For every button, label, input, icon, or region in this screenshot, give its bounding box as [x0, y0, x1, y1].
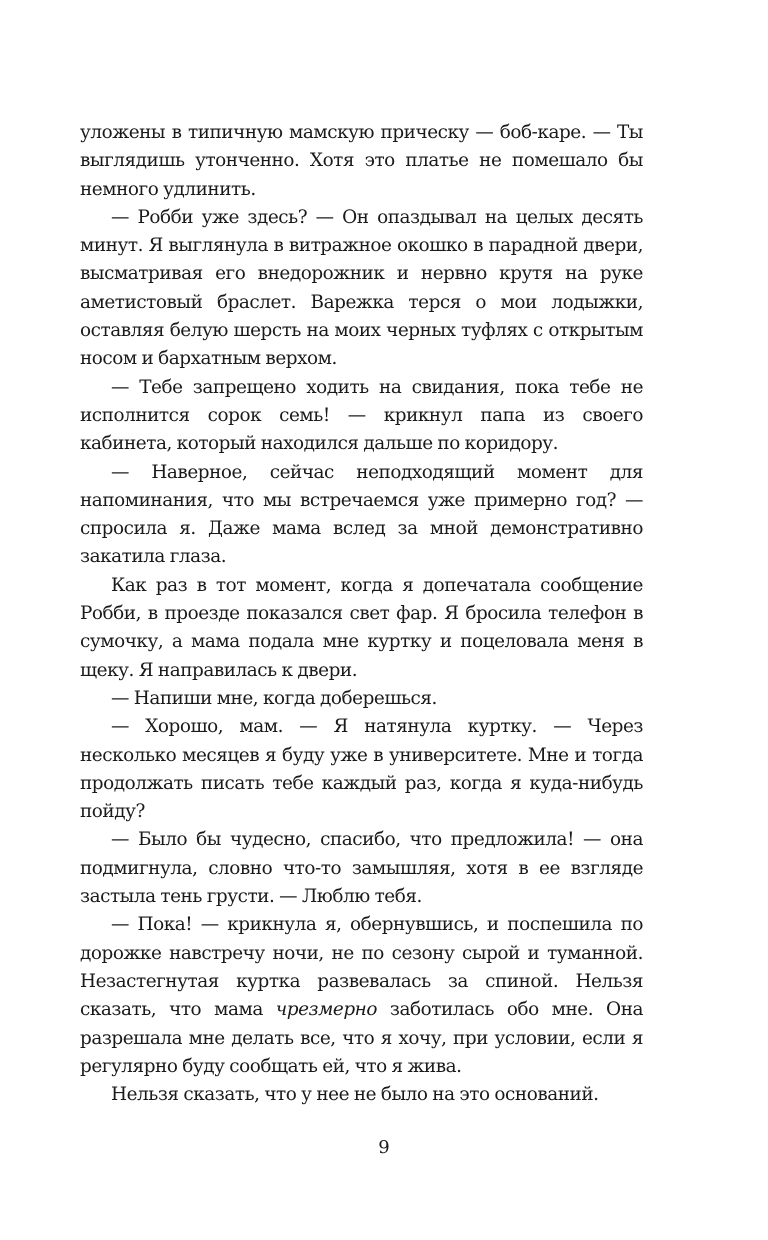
page-number: 9 — [378, 1137, 390, 1158]
paragraph-9 — [80, 911, 643, 1081]
book-page-text — [80, 119, 643, 1109]
paragraph-3: — Тебе запрещено ходить на свидания, пока тебе не исполнится сорок семь! — крикнул папа из своего кабинета, который находился дальше по коридору. — [80, 376, 643, 455]
italic-word: чрезмерно — [275, 999, 377, 1021]
paragraph-6: — Напиши мне, когда доберешься. — [111, 687, 437, 709]
paragraph-7: — Хорошо, мам. — Я натянула куртку. — Через несколько месяцев я буду уже в университете. Мне и тогда продолжать писать тебе каждый раз, когда я куда-нибудь пойду? — [80, 716, 643, 823]
paragraph-5: Как раз в тот момент, когда я допечатала сообщение Робби, в проезде показался свет фар. Я бросила телефон в сумочку, а мама подала мне куртку и поцеловала меня в щеку. Я направилась к двери. — [80, 574, 643, 681]
paragraph-9-text-b: заботилась обо мне. Она разрешала мне делать все, что я хочу, при условии, если я регулярно буду сообщать ей, что я жива. — [80, 999, 644, 1077]
paragraph-4: — Наверное, сейчас неподходящий момент для напоминания, что мы встречаемся уже примерно год? — спросила я. Даже мама вслед за мной демонстративно закатила глаза. — [80, 461, 643, 568]
paragraph-9-text-a: — Пока! — крикнула я, обернувшись, и поспешила по дорожке навстречу ночи, не по сезону сырой и туманной. Незастегнутая куртка развевалась за спиной. Нельзя сказать, что мама — [80, 914, 643, 1021]
paragraph-1: уложены в типичную мамскую прическу — боб-каре. — Ты выглядишь утонченно. Хотя это платье не помешало бы немного удлинить. — [80, 122, 643, 200]
paragraph-8: — Было бы чудесно, спасибо, что предложила! — она подмигнула, словно что-то замышляя, хотя в ее взгляде застыла тень грусти. — Люблю тебя. — [80, 829, 643, 908]
paragraph-2: — Робби уже здесь? — Он опаздывал на целых десять минут. Я выглянула в витражное окошко в парадной двери, высматривая его внедорожник и нервно крутя на руке аметистовый браслет. Варежка терся о мои лодыжки, оставляя белую шерсть на моих черных туфлях с открытым носом и бархатным верхом. — [80, 206, 643, 370]
paragraph-10: Нельзя сказать, что у нее не было на это оснований. — [111, 1084, 599, 1106]
